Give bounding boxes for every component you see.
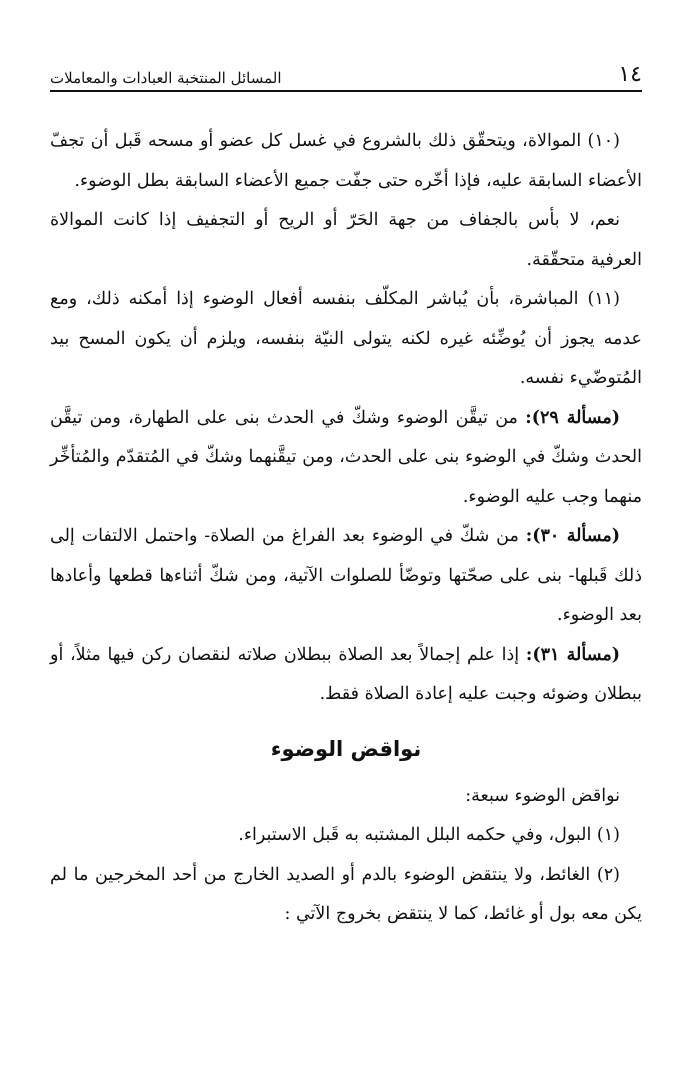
page-body: [50, 122, 642, 935]
paragraph-muwalat-note: [50, 201, 642, 280]
paragraph-nawaqid-1: [50, 816, 642, 856]
paragraph-nawaqid-2: [50, 856, 642, 935]
page-header: [50, 60, 642, 92]
masala-label: (مسألة ٣١):: [525, 644, 620, 665]
masala-label: (مسألة ٣٠):: [525, 526, 621, 546]
masala-label: (مسألة ٢٩):: [525, 407, 621, 428]
paragraph-masala-31: [50, 636, 642, 715]
paragraph-text: (١) البول، وفي حكمه البلل المشتبه به قَبل الاستبراء.: [238, 825, 620, 845]
paragraph-text: (١٠) الموالاة، ويتحقّق ذلك بالشروع في غسل كل عضو أو مسحه قَبل أن تجفّ الأعضاء السابقة عليه، فإذا أخّره حتى جفّت جميع الأعضاء السابقة بطل الوضوء.: [50, 131, 642, 191]
paragraph-text: (١١) المباشرة، بأن يُباشر المكلّف بنفسه أفعال الوضوء إذا أمكنه ذلك، ومع عدمه يجوز أن يُوضِّئه غيره لكنه يتولى النيّة بنفسه، ويلزم أن يكون المسح بيد المُتوضّيء نفسه.: [50, 289, 642, 388]
paragraph-mubashara: [50, 280, 642, 399]
paragraph-nawaqid-intro: [50, 777, 642, 817]
paragraph-text: (٢) الغائط، ولا ينتقض الوضوء بالدم أو الصديد الخارج من أحد المخرجين ما لم يكن معه بول أو غائط، كما لا ينتقض بخروج الآتي :: [50, 864, 642, 924]
running-title: المسائل المنتخبة العبادات والمعاملات: [50, 69, 282, 87]
paragraph-masala-30: [50, 517, 642, 636]
paragraph-text: نعم، لا بأس بالجفاف من جهة الحَرّ أو الريح أو التجفيف إذا كانت الموالاة العرفية متحقّقة.: [50, 210, 642, 270]
section-heading: نواقض الوضوء: [270, 736, 422, 761]
paragraph-text: إذا علم إجمالاً بعد الصلاة ببطلان صلاته لنقصان ركن فيها مثلاً، أو ببطلان وضوئه وجبت عليه إعادة الصلاة فقط.: [50, 644, 642, 704]
paragraph-text: من شكّ في الوضوء بعد الفراغ من الصلاة- واحتمل الالتفات إلى ذلك قَبلها- بنى على صحّتها وتوضّأ للصلوات الآتية، ومن شكّ أثناءها قطعها وأعادها بعد الوضوء.: [50, 526, 642, 625]
paragraph-masala-29: [50, 399, 642, 518]
paragraph-muwalat: [50, 122, 642, 201]
paragraph-text: من تيقَّن الوضوء وشكّ في الحدث بنى على الطهارة، ومن تيقَّن الحدث وشكّ في الوضوء بنى على الحدث، ومن تيقَّنهما وشكّ في المُتقدّم والمُتأخِّر منهما وجب عليه الوضوء.: [50, 407, 642, 507]
page-number: ١٤: [618, 62, 642, 87]
paragraph-text: نواقض الوضوء سبعة:: [465, 785, 620, 806]
